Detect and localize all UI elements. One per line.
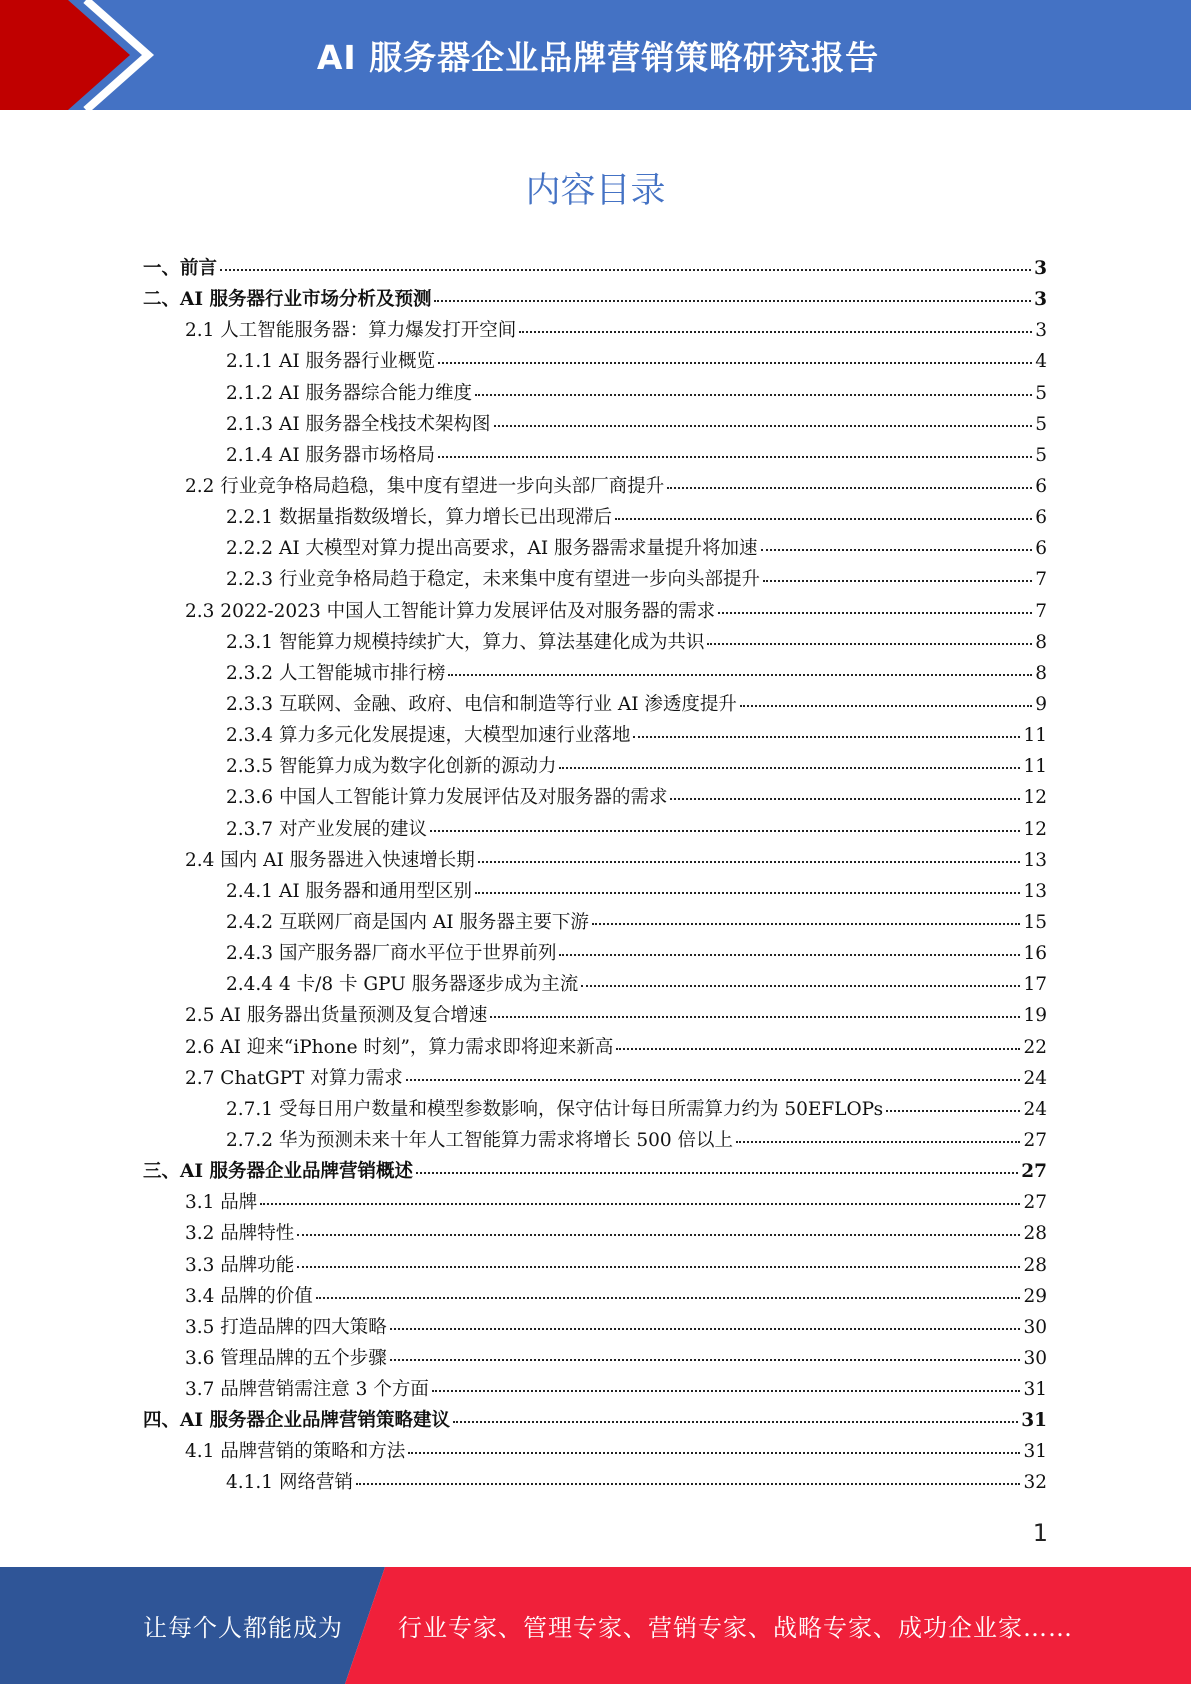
toc-entry-page: 12 (1023, 818, 1047, 840)
toc-dot-leader (490, 1016, 1020, 1018)
toc-entry-label: 2.7 ChatGPT 对算力需求 (185, 1067, 403, 1089)
toc-entry[interactable] (143, 1095, 1047, 1126)
toc-entry[interactable] (143, 939, 1047, 970)
toc-dot-leader (297, 1266, 1020, 1268)
toc-entry-label: 2.2.2 AI 大模型对算力提出高要求，AI 服务器需求量提升将加速 (226, 538, 758, 560)
toc-entry[interactable] (143, 1126, 1047, 1157)
toc-entry-label: 2.1.1 AI 服务器行业概览 (226, 351, 436, 373)
toc-entry-label: 一、前言 (143, 258, 218, 279)
toc-dot-leader (592, 923, 1021, 925)
footer-slogan-right: 行业专家、管理专家、营销专家、战略专家、成功企业家…… (398, 1614, 1073, 1642)
toc-entry-label: 三、AI 服务器企业品牌营销概述 (143, 1161, 413, 1183)
toc-entry-label: 2.3.6 中国人工智能计算力发展评估及对服务器的需求 (226, 787, 668, 809)
toc-entry-label: 2.3.2 人工智能城市排行榜 (226, 662, 446, 684)
toc-entry-label: 3.3 品牌功能 (185, 1254, 295, 1276)
toc-entry[interactable] (143, 1157, 1047, 1188)
toc-entry-label: 3.7 品牌营销需注意 3 个方面 (185, 1379, 429, 1401)
toc-entry-page: 3 (1035, 320, 1047, 342)
toc-entry[interactable] (143, 472, 1047, 503)
toc-entry[interactable] (143, 1313, 1047, 1344)
toc-entry-label: 2.3.4 算力多元化发展提速，大模型加速行业落地 (226, 725, 631, 747)
toc-entry-page: 16 (1023, 943, 1047, 965)
toc-entry[interactable] (143, 565, 1047, 596)
toc-entry[interactable] (143, 815, 1047, 846)
toc-dot-leader (707, 643, 1032, 645)
toc-entry[interactable] (143, 347, 1047, 378)
toc-dot-leader (633, 736, 1020, 738)
toc-entry-label: 2.3.5 智能算力成为数字化创新的源动力 (226, 756, 557, 778)
toc-entry-page: 3 (1034, 258, 1047, 279)
toc-entry-page: 32 (1023, 1472, 1047, 1494)
toc-entry-label: 2.4.1 AI 服务器和通用型区别 (226, 880, 473, 902)
toc-entry-label: 2.4.3 国产服务器厂商水平位于世界前列 (226, 943, 557, 965)
toc-entry-page: 28 (1023, 1254, 1047, 1276)
toc-entry-page: 11 (1023, 725, 1047, 747)
toc-entry-page: 27 (1021, 1161, 1047, 1183)
toc-dot-leader (297, 1234, 1020, 1236)
toc-dot-leader (559, 767, 1020, 769)
toc-dot-leader (616, 1048, 1020, 1050)
toc-entry-label: 2.1.4 AI 服务器市场格局 (226, 444, 436, 466)
toc-entry-page: 6 (1035, 538, 1047, 560)
toc-dot-leader (475, 892, 1020, 894)
toc-entry-label: 二、AI 服务器行业市场分析及预测 (143, 289, 432, 311)
toc-entry-page: 8 (1035, 662, 1047, 684)
toc-entry-page: 24 (1023, 1067, 1047, 1089)
toc-entry-page: 3 (1034, 289, 1047, 311)
toc-entry[interactable] (143, 254, 1047, 285)
toc-dot-leader (408, 1452, 1020, 1454)
footer-banner (0, 1567, 1191, 1684)
toc-entry[interactable] (143, 441, 1047, 472)
toc-entry-label: 3.5 打造品牌的四大策略 (185, 1316, 387, 1338)
toc-entry-page: 5 (1035, 444, 1047, 466)
toc-dot-leader (667, 487, 1032, 489)
toc-entry[interactable] (143, 690, 1047, 721)
toc-dot-leader (390, 1359, 1021, 1361)
toc-dot-leader (390, 1328, 1021, 1330)
toc-entry[interactable] (143, 503, 1047, 534)
toc-entry-page: 31 (1023, 1379, 1047, 1401)
toc-entry-page: 30 (1023, 1316, 1047, 1338)
footer-slogan-left: 让每个人都能成为 (143, 1614, 343, 1642)
toc-entry-page: 22 (1023, 1036, 1047, 1058)
toc-entry[interactable] (143, 752, 1047, 783)
toc-entry[interactable] (143, 721, 1047, 752)
toc-entry[interactable] (143, 1437, 1047, 1468)
toc-entry-page: 28 (1023, 1223, 1047, 1245)
toc-dot-leader (448, 674, 1032, 676)
toc-dot-leader (763, 580, 1032, 582)
toc-entry-page: 5 (1035, 382, 1047, 404)
toc-entry-label: 3.4 品牌的价值 (185, 1285, 313, 1307)
toc-entry[interactable] (143, 1468, 1047, 1499)
toc-entry[interactable] (143, 908, 1047, 939)
toc-entry-page: 31 (1021, 1410, 1047, 1432)
toc-entry[interactable] (143, 1001, 1047, 1032)
toc-entry[interactable] (143, 534, 1047, 565)
toc-entry-page: 5 (1035, 413, 1047, 435)
toc-dot-leader (581, 985, 1020, 987)
toc-dot-leader (615, 518, 1032, 520)
toc-dot-leader (260, 1203, 1020, 1205)
toc-dot-leader (453, 1421, 1018, 1423)
toc-entry-label: 2.4 国内 AI 服务器进入快速增长期 (185, 849, 475, 871)
toc-entry[interactable] (143, 410, 1047, 441)
report-title: AI 服务器企业品牌营销策略研究报告 (316, 37, 880, 77)
toc-dot-leader (718, 612, 1032, 614)
table-of-contents (143, 254, 1047, 1500)
toc-dot-leader (736, 1141, 1020, 1143)
toc-dot-leader (886, 1110, 1020, 1112)
toc-entry-page: 11 (1023, 756, 1047, 778)
toc-entry-page: 7 (1035, 569, 1047, 591)
toc-dot-leader (220, 269, 1031, 271)
toc-entry-page: 27 (1023, 1192, 1047, 1214)
toc-dot-leader (316, 1297, 1021, 1299)
toc-entry-page: 8 (1035, 631, 1047, 653)
toc-entry-page: 17 (1023, 974, 1047, 996)
toc-entry-label: 4.1 品牌营销的策略和方法 (185, 1441, 406, 1463)
toc-entry[interactable] (143, 1064, 1047, 1095)
toc-entry-page: 31 (1023, 1441, 1047, 1463)
toc-dot-leader (670, 798, 1020, 800)
toc-dot-leader (438, 362, 1032, 364)
toc-dot-leader (559, 954, 1020, 956)
toc-entry[interactable] (143, 1188, 1047, 1219)
toc-dot-leader (406, 1079, 1021, 1081)
toc-entry-label: 2.4.4 4 卡/8 卡 GPU 服务器逐步成为主流 (226, 974, 579, 996)
toc-entry[interactable] (143, 316, 1047, 347)
toc-entry[interactable] (143, 1033, 1047, 1064)
toc-entry-page: 13 (1023, 880, 1047, 902)
toc-entry-label: 2.2.3 行业竞争格局趋于稳定，未来集中度有望进一步向头部提升 (226, 569, 760, 591)
toc-entry-page: 13 (1023, 849, 1047, 871)
toc-dot-leader (478, 861, 1021, 863)
toc-entry-label: 3.6 管理品牌的五个步骤 (185, 1347, 387, 1369)
toc-entry-page: 6 (1035, 475, 1047, 497)
toc-entry-page: 4 (1035, 351, 1047, 373)
toc-entry-label: 2.3 2022-2023 中国人工智能计算力发展评估及对服务器的需求 (185, 600, 716, 622)
toc-entry-label: 2.3.1 智能算力规模持续扩大，算力、算法基建化成为共识 (226, 631, 705, 653)
toc-entry[interactable] (143, 597, 1047, 628)
toc-entry-label: 2.7.2 华为预测未来十年人工智能算力需求将增长 500 倍以上 (226, 1129, 734, 1151)
toc-dot-leader (519, 331, 1032, 333)
toc-entry[interactable] (143, 1219, 1047, 1250)
toc-entry-label: 2.6 AI 迎来“iPhone 时刻”，算力需求即将迎来新高 (185, 1036, 614, 1058)
toc-entry-label: 2.3.3 互联网、金融、政府、电信和制造等行业 AI 渗透度提升 (226, 693, 737, 715)
header-banner (0, 0, 1191, 110)
toc-dot-leader (356, 1483, 1021, 1485)
toc-entry[interactable] (143, 285, 1047, 316)
toc-entry[interactable] (143, 783, 1047, 814)
toc-entry-label: 4.1.1 网络营销 (226, 1472, 353, 1494)
toc-entry-page: 24 (1023, 1098, 1047, 1120)
toc-entry-page: 12 (1023, 787, 1047, 809)
toc-entry-label: 2.1.2 AI 服务器综合能力维度 (226, 382, 473, 404)
toc-dot-leader (740, 705, 1032, 707)
toc-entry-page: 30 (1023, 1347, 1047, 1369)
toc-dot-leader (416, 1172, 1018, 1174)
toc-entry[interactable] (143, 1251, 1047, 1282)
toc-entry-label: 2.3.7 对产业发展的建议 (226, 818, 427, 840)
toc-entry[interactable] (143, 846, 1047, 877)
toc-entry-label: 2.2.1 数据量指数级增长，算力增长已出现滞后 (226, 507, 612, 529)
toc-dot-leader (438, 456, 1032, 458)
toc-dot-leader (434, 300, 1031, 302)
toc-entry-label: 3.1 品牌 (185, 1192, 258, 1214)
toc-entry[interactable] (143, 1406, 1047, 1437)
toc-entry-label: 2.5 AI 服务器出货量预测及复合增速 (185, 1005, 488, 1027)
toc-entry-page: 27 (1023, 1129, 1047, 1151)
toc-entry-label: 四、AI 服务器企业品牌营销策略建议 (143, 1410, 450, 1432)
toc-entry[interactable] (143, 379, 1047, 410)
toc-entry[interactable] (143, 970, 1047, 1001)
toc-dot-leader (494, 425, 1033, 427)
toc-entry-label: 3.2 品牌特性 (185, 1223, 295, 1245)
toc-entry[interactable] (143, 1282, 1047, 1313)
toc-entry-label: 2.1.3 AI 服务器全栈技术架构图 (226, 413, 491, 435)
toc-entry-label: 2.4.2 互联网厂商是国内 AI 服务器主要下游 (226, 911, 589, 933)
toc-entry-page: 15 (1023, 911, 1047, 933)
toc-entry-page: 7 (1035, 600, 1047, 622)
toc-dot-leader (430, 830, 1020, 832)
toc-entry-page: 6 (1035, 507, 1047, 529)
toc-dot-leader (475, 394, 1032, 396)
toc-entry-label: 2.2 行业竞争格局趋稳，集中度有望进一步向头部厂商提升 (185, 475, 665, 497)
toc-entry-page: 9 (1035, 693, 1047, 715)
toc-heading: 内容目录 (525, 171, 666, 211)
toc-entry[interactable] (143, 1344, 1047, 1375)
toc-dot-leader (761, 549, 1033, 551)
toc-entry[interactable] (143, 1375, 1047, 1406)
toc-entry-page: 19 (1023, 1005, 1047, 1027)
toc-entry-label: 2.1 人工智能服务器：算力爆发打开空间 (185, 320, 517, 342)
page-number: 1 (1032, 1519, 1048, 1547)
toc-entry[interactable] (143, 659, 1047, 690)
toc-dot-leader (432, 1390, 1021, 1392)
toc-entry[interactable] (143, 877, 1047, 908)
toc-entry-label: 2.7.1 受每日用户数量和模型参数影响，保守估计每日所需算力约为 50EFLOPs (226, 1098, 884, 1120)
toc-entry[interactable] (143, 628, 1047, 659)
toc-entry-page: 29 (1023, 1285, 1047, 1307)
